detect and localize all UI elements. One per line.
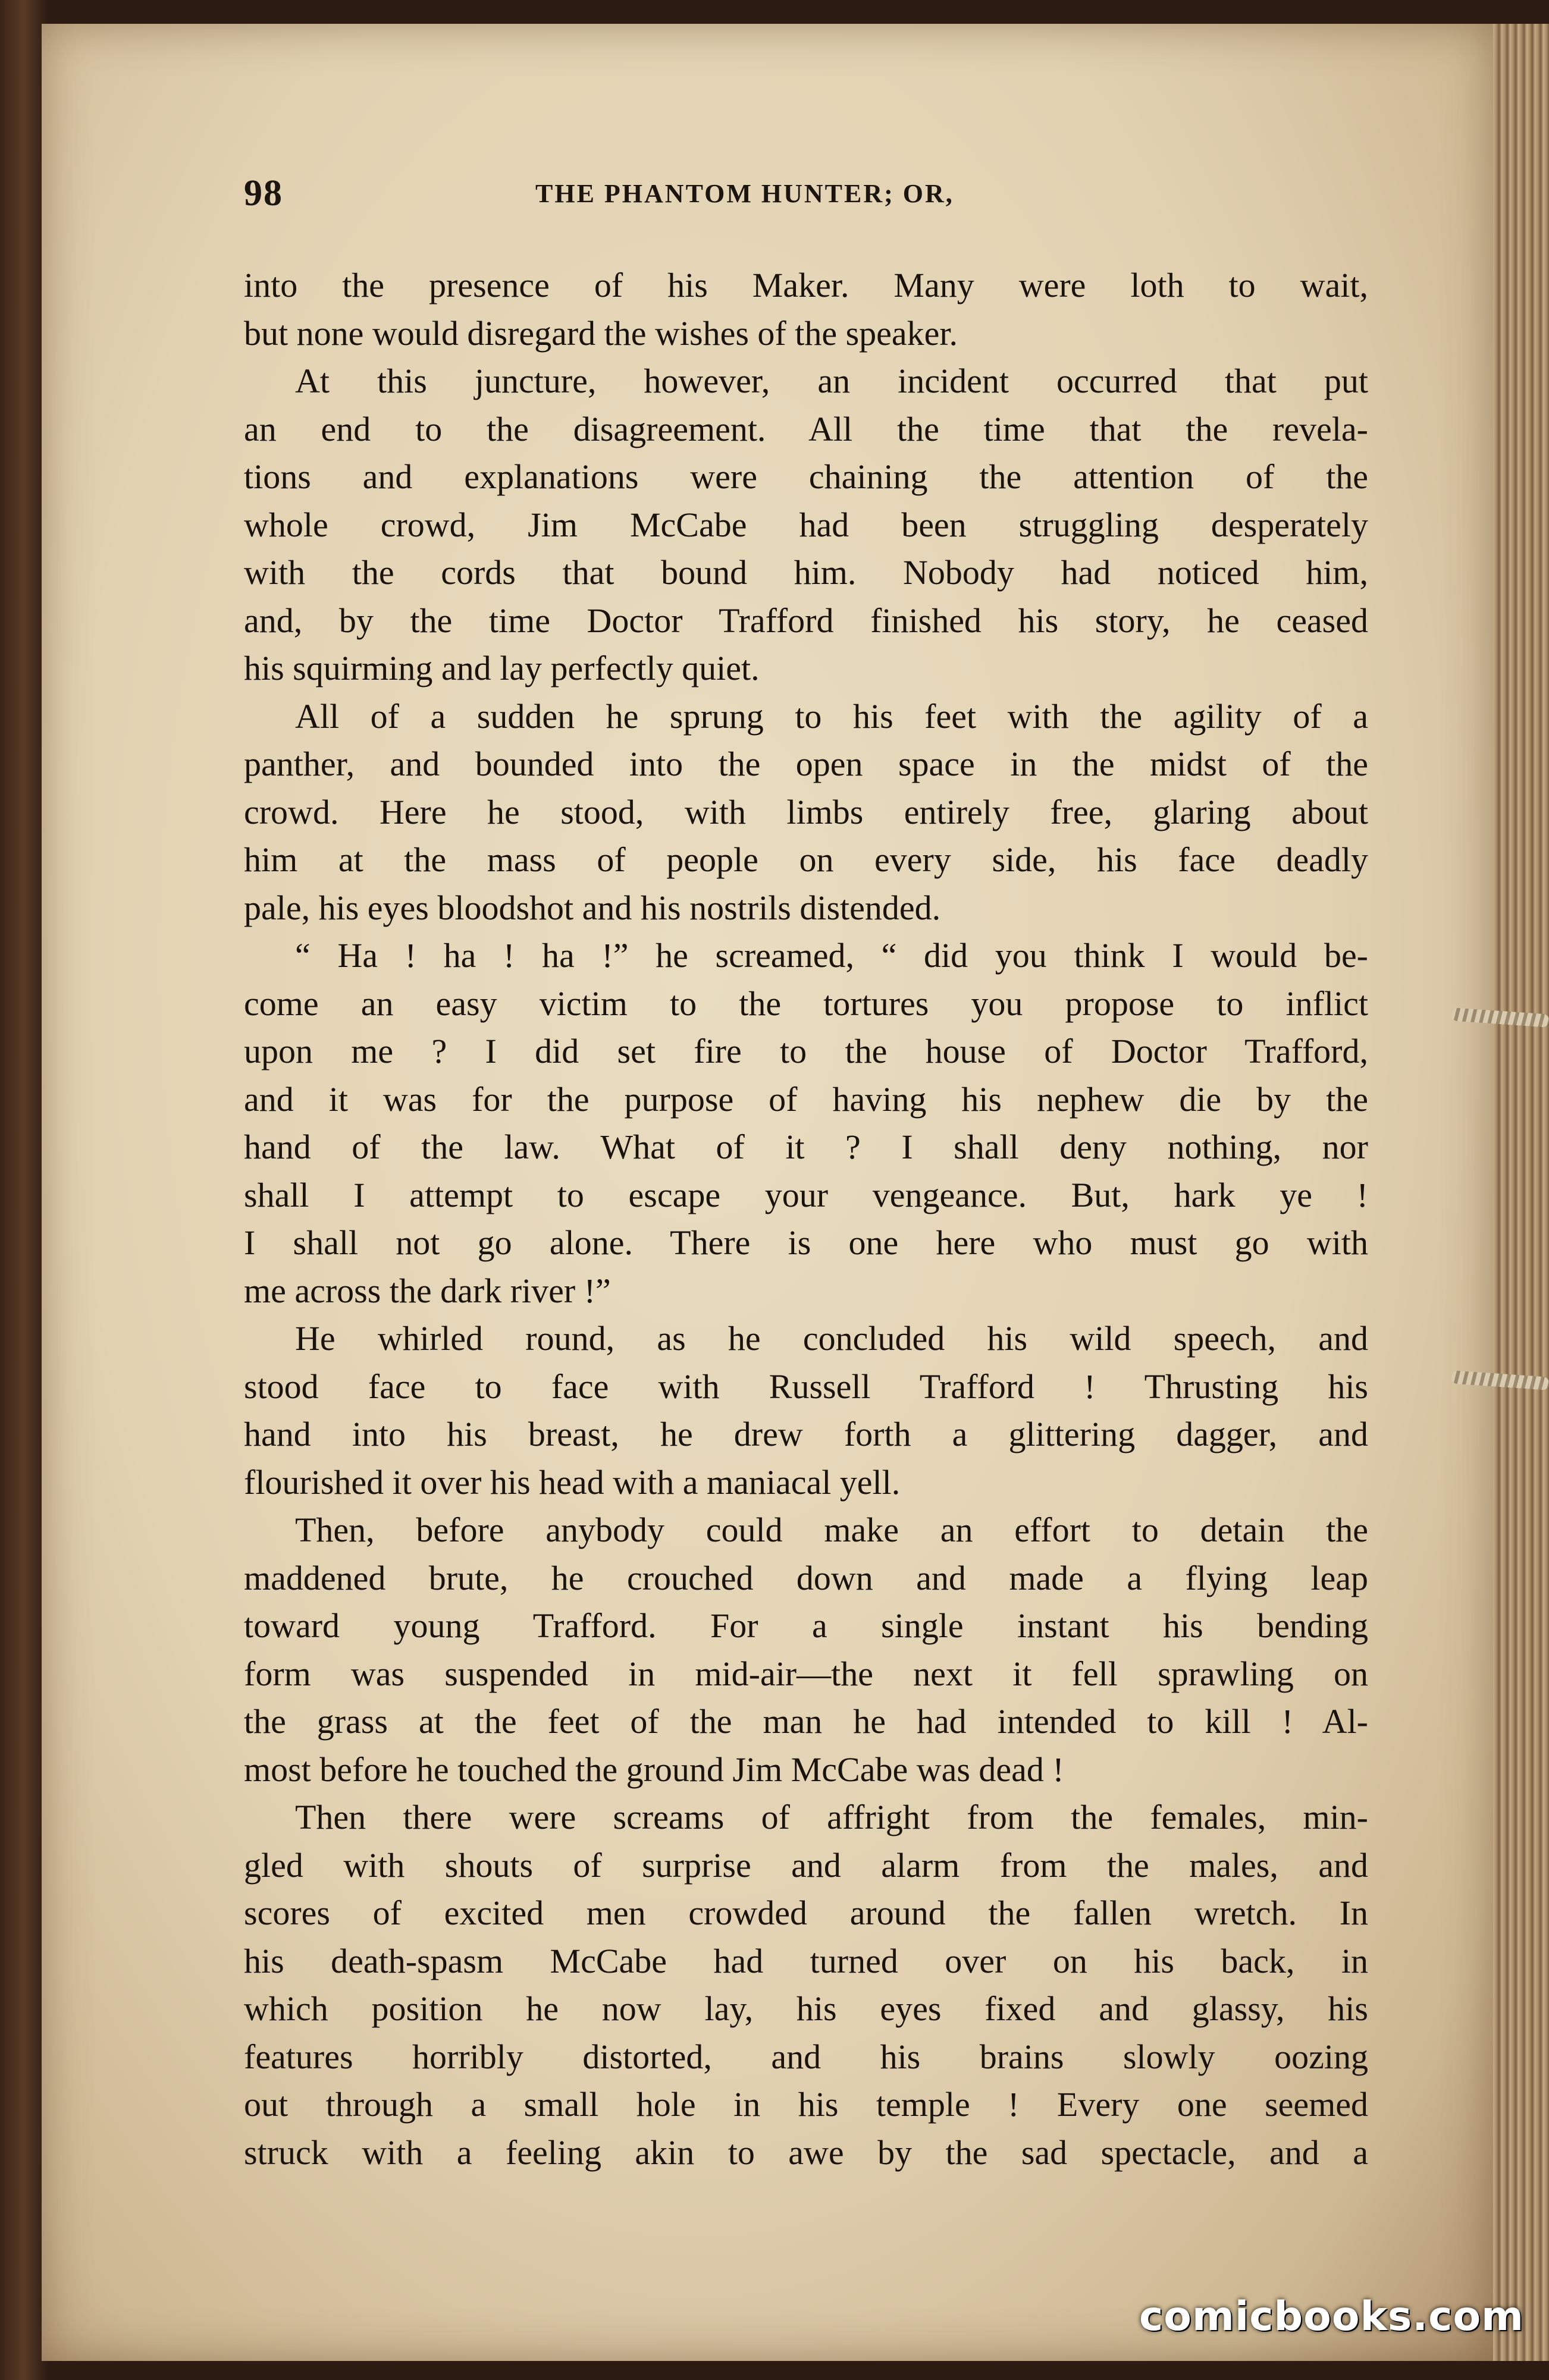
text-line: out through a small hole in his temple ! Every one seemed <box>244 2085 1368 2124</box>
text-line: All of a sudden he sprung to his feet with the agility of a <box>295 696 1368 736</box>
text-line: struck with a feeling akin to awe by the sad spectacle, and a <box>244 2133 1368 2172</box>
text-line: an end to the disagreement. All the time that the revela- <box>244 409 1368 448</box>
text-line: the grass at the feet of the man he had intended to kill ! Al- <box>244 1702 1368 1741</box>
text-line: crowd. Here he stood, with limbs entirely free, glaring about <box>244 792 1368 831</box>
text-line: tions and explanations were chaining the attention of the <box>244 457 1368 496</box>
text-line: me across the dark river !” <box>244 1271 611 1310</box>
text-line: form was suspended in mid-air—the next it fell sprawling on <box>244 1654 1368 1693</box>
text-line: stood face to face with Russell Trafford ! Thrusting his <box>244 1367 1368 1406</box>
text-line: most before he touched the ground Jim McCabe was dead ! <box>244 1750 1064 1789</box>
text-line: him at the mass of people on every side, his face deadly <box>244 840 1368 879</box>
page-header <box>244 172 1368 226</box>
text-line: pale, his eyes bloodshot and his nostrils distended. <box>244 888 941 927</box>
text-line: upon me ? I did set fire to the house of Doctor Trafford, <box>244 1032 1368 1070</box>
text-line: into the presence of his Maker. Many were loth to wait, <box>244 266 1368 304</box>
text-line: and, by the time Doctor Trafford finished his story, he ceased <box>244 601 1368 640</box>
page-number: 98 <box>244 173 283 213</box>
text-line: maddened brute, he crouched down and made a flying leap <box>244 1558 1368 1597</box>
text-line: scores of excited men crowded around the fallen wretch. In <box>244 1894 1368 1932</box>
text-line: I shall not go alone. There is one here who must go with <box>244 1223 1368 1262</box>
watermark: comicbooks.com <box>1139 2293 1525 2340</box>
text-line: whole crowd, Jim McCabe had been struggling desperately <box>244 505 1368 544</box>
body-text <box>244 262 1368 2177</box>
page-edges <box>1493 24 1549 2361</box>
text-line: features horribly distorted, and his brains slowly oozing <box>244 2037 1368 2076</box>
text-line: Then there were screams of affright from the females, min- <box>295 1798 1368 1836</box>
text-line: which position he now lay, his eyes fixed and glassy, his <box>244 1989 1368 2028</box>
text-line: panther, and bounded into the open space in the midst of the <box>244 745 1368 783</box>
text-line: with the cords that bound him. Nobody had noticed him, <box>244 553 1368 592</box>
text-line: and it was for the purpose of having his nephew die by the <box>244 1079 1368 1119</box>
text-line: He whirled round, as he concluded his wild speech, and <box>295 1319 1368 1358</box>
text-line: his death-spasm McCabe had turned over on his back, in <box>244 1941 1368 1980</box>
text-line: Then, before anybody could make an effort to detain the <box>295 1511 1368 1549</box>
text-line: flourished it over his head with a maniacal yell. <box>244 1462 901 1502</box>
text-line: gled with shouts of surprise and alarm from the males, and <box>244 1845 1368 1885</box>
text-line: his squirming and lay perfectly quiet. <box>244 649 760 687</box>
text-line: but none would disregard the wishes of the speaker. <box>244 313 958 353</box>
text-line: come an easy victim to the tortures you propose to inflict <box>244 984 1368 1023</box>
text-line: “ Ha ! ha ! ha !” he screamed, “ did you think I would be- <box>295 936 1368 975</box>
text-line: shall I attempt to escape your vengeance. But, hark ye ! <box>244 1175 1368 1214</box>
running-head: THE PHANTOM HUNTER; OR, <box>535 179 954 208</box>
text-line: toward young Trafford. For a single instant his bending <box>244 1606 1368 1645</box>
text-line: hand into his breast, he drew forth a glittering dagger, and <box>244 1415 1368 1453</box>
text-line: hand of the law. What of it ? I shall deny nothing, nor <box>244 1128 1368 1166</box>
text-line: At this juncture, however, an incident occurred that put <box>295 362 1368 400</box>
